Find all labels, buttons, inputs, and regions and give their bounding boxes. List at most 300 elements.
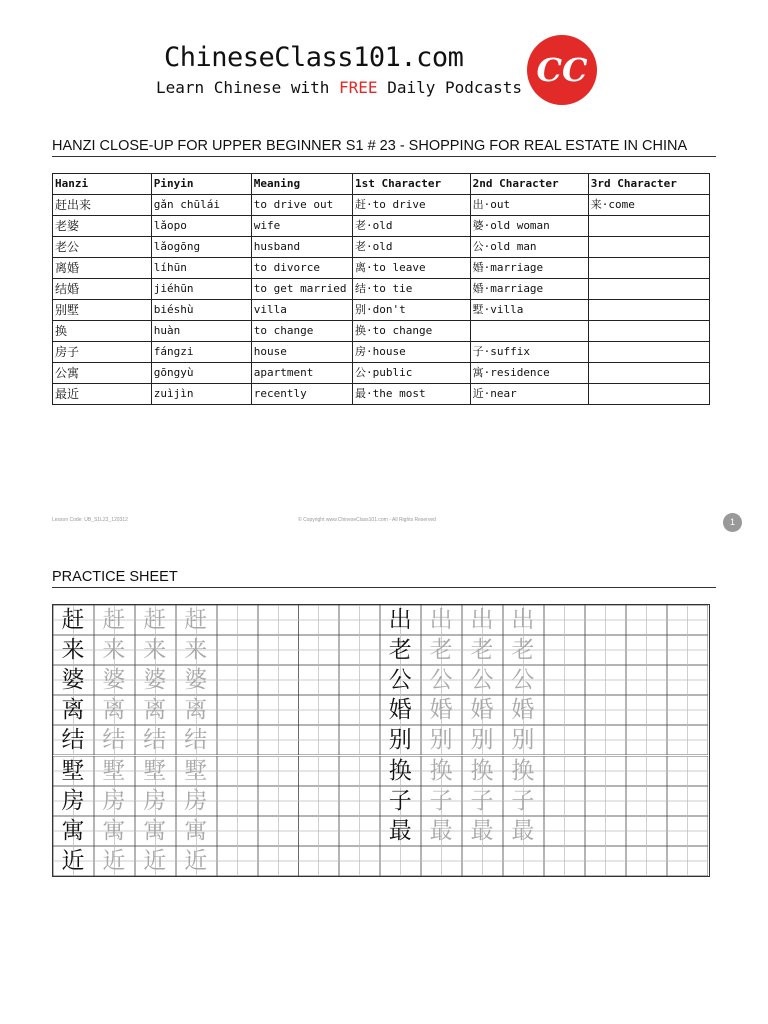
practice-cell[interactable] — [298, 756, 338, 786]
second-char-cell: 寓·residence — [470, 363, 588, 384]
model-character-cell[interactable] — [380, 816, 420, 846]
table-header-row — [53, 174, 710, 195]
column-header: Hanzi — [53, 174, 152, 195]
practice-character: 出 — [511, 607, 535, 633]
practice-cell[interactable] — [298, 605, 338, 635]
practice-cell[interactable] — [626, 816, 666, 846]
practice-cell[interactable] — [298, 816, 338, 846]
lesson-code: Lesson Code: UB_S1L23_120312 — [52, 517, 128, 523]
first-char-cell: 结·to tie — [353, 279, 471, 300]
practice-cell[interactable] — [339, 786, 379, 816]
tracing-character-cell[interactable] — [135, 665, 175, 695]
practice-character: 近 — [143, 847, 167, 874]
practice-character: 近 — [61, 847, 85, 874]
practice-cell[interactable] — [544, 725, 584, 755]
tracing-character-cell[interactable] — [135, 756, 175, 786]
practice-cell[interactable] — [258, 786, 298, 816]
practice-cell[interactable] — [544, 605, 584, 635]
tracing-character-cell[interactable] — [503, 725, 543, 755]
practice-character: 墅 — [184, 757, 208, 784]
practice-cell[interactable] — [544, 695, 584, 725]
practice-cell[interactable] — [339, 756, 379, 786]
tracing-character-cell[interactable] — [462, 665, 502, 695]
third-char-cell — [588, 258, 709, 279]
practice-character: 最 — [511, 817, 535, 844]
third-char-cell — [588, 300, 709, 321]
hanzi-cell: 结婚 — [53, 279, 152, 300]
practice-character: 子 — [511, 787, 535, 814]
hanzi-cell: 别墅 — [53, 300, 152, 321]
second-char-cell: 墅·villa — [470, 300, 588, 321]
practice-cell[interactable] — [626, 846, 666, 876]
practice-character: 婆 — [102, 667, 126, 694]
practice-cell[interactable] — [667, 635, 707, 665]
practice-cell[interactable] — [217, 695, 257, 725]
practice-cell[interactable] — [544, 665, 584, 695]
pinyin-cell: lǎogōng — [151, 237, 251, 258]
practice-cell[interactable] — [544, 756, 584, 786]
tracing-character-cell[interactable] — [503, 786, 543, 816]
practice-cell[interactable] — [298, 695, 338, 725]
tracing-character-cell[interactable] — [421, 635, 461, 665]
practice-character: 老 — [429, 637, 453, 664]
meaning-cell: to change — [251, 321, 352, 342]
practice-character: 来 — [102, 637, 126, 664]
practice-character: 公 — [470, 667, 494, 694]
practice-cell[interactable] — [217, 665, 257, 695]
practice-character: 墅 — [102, 757, 126, 784]
practice-cell[interactable] — [667, 846, 707, 876]
practice-character: 离 — [102, 697, 126, 724]
practice-cell[interactable] — [544, 635, 584, 665]
practice-character: 子 — [388, 787, 412, 814]
tracing-character-cell[interactable] — [503, 695, 543, 725]
practice-character: 出 — [470, 607, 494, 633]
practice-character: 近 — [102, 847, 126, 874]
practice-cell[interactable] — [258, 725, 298, 755]
practice-character: 离 — [184, 697, 208, 724]
practice-grid — [52, 604, 710, 877]
practice-cell[interactable] — [298, 725, 338, 755]
model-character-cell[interactable] — [380, 635, 420, 665]
hanzi-cell: 离婚 — [53, 258, 152, 279]
table-row — [53, 195, 710, 216]
second-char-cell: 公·old man — [470, 237, 588, 258]
practice-character: 来 — [184, 637, 208, 664]
meaning-cell: apartment — [251, 363, 352, 384]
tracing-character-cell[interactable] — [421, 695, 461, 725]
tracing-character-cell[interactable] — [135, 605, 175, 635]
practice-character: 婆 — [61, 667, 85, 694]
practice-cell[interactable] — [462, 846, 502, 876]
pinyin-cell: jiéhūn — [151, 279, 251, 300]
practice-cell[interactable] — [544, 816, 584, 846]
column-header: 2nd Character — [470, 174, 588, 195]
practice-cell[interactable] — [626, 605, 666, 635]
column-header: Pinyin — [151, 174, 251, 195]
model-character-cell[interactable] — [53, 605, 93, 635]
tracing-character-cell[interactable] — [462, 786, 502, 816]
practice-character: 老 — [388, 637, 412, 664]
tracing-character-cell[interactable] — [176, 695, 216, 725]
practice-character: 别 — [388, 727, 412, 754]
tracing-character-cell[interactable] — [135, 635, 175, 665]
table-row — [53, 300, 710, 321]
practice-cell[interactable] — [258, 605, 298, 635]
tracing-character-cell[interactable] — [94, 756, 134, 786]
first-char-cell: 最·the most — [353, 384, 471, 405]
model-character-cell[interactable] — [53, 756, 93, 786]
second-char-cell: 子·suffix — [470, 342, 588, 363]
practice-character: 寓 — [184, 817, 208, 844]
practice-cell[interactable] — [258, 695, 298, 725]
practice-cell[interactable] — [626, 695, 666, 725]
first-char-cell: 别·don't — [353, 300, 471, 321]
model-character-cell[interactable] — [53, 846, 93, 876]
model-character-cell[interactable] — [53, 816, 93, 846]
practice-cell[interactable] — [626, 725, 666, 755]
practice-character: 寓 — [143, 817, 167, 844]
practice-cell[interactable] — [585, 665, 625, 695]
practice-character: 结 — [61, 727, 85, 754]
tracing-character-cell[interactable] — [176, 786, 216, 816]
table-row — [53, 363, 710, 384]
practice-cell[interactable] — [667, 756, 707, 786]
tracing-character-cell[interactable] — [421, 816, 461, 846]
tracing-character-cell[interactable] — [503, 756, 543, 786]
site-header — [0, 38, 768, 108]
practice-cell[interactable] — [217, 635, 257, 665]
practice-cell[interactable] — [421, 846, 461, 876]
hanzi-cell: 房子 — [53, 342, 152, 363]
pinyin-cell: líhūn — [151, 258, 251, 279]
practice-cell[interactable] — [585, 756, 625, 786]
practice-character: 婚 — [511, 697, 535, 724]
pinyin-cell: gōngyù — [151, 363, 251, 384]
first-char-cell: 房·house — [353, 342, 471, 363]
meaning-cell: recently — [251, 384, 352, 405]
practice-cell[interactable] — [585, 846, 625, 876]
practice-cell[interactable] — [258, 756, 298, 786]
tracing-character-cell[interactable] — [421, 786, 461, 816]
third-char-cell — [588, 237, 709, 258]
hanzi-cell: 公寓 — [53, 363, 152, 384]
tracing-character-cell[interactable] — [462, 605, 502, 635]
practice-character: 老 — [511, 637, 535, 664]
practice-cell[interactable] — [258, 635, 298, 665]
page-number-badge: 1 — [723, 513, 742, 532]
practice-cell[interactable] — [298, 786, 338, 816]
third-char-cell — [588, 216, 709, 237]
practice-character: 最 — [429, 817, 453, 844]
tracing-character-cell[interactable] — [176, 816, 216, 846]
practice-character: 婆 — [143, 667, 167, 694]
practice-cell[interactable] — [258, 846, 298, 876]
tagline-free: FREE — [339, 78, 378, 97]
third-char-cell — [588, 321, 709, 342]
hanzi-cell: 换 — [53, 321, 152, 342]
table-row — [53, 342, 710, 363]
tracing-character-cell[interactable] — [94, 665, 134, 695]
hanzi-cell: 老公 — [53, 237, 152, 258]
second-char-cell: 婆·old woman — [470, 216, 588, 237]
first-char-cell: 老·old — [353, 216, 471, 237]
practice-cell[interactable] — [626, 756, 666, 786]
tracing-character-cell[interactable] — [135, 725, 175, 755]
practice-character: 房 — [61, 787, 85, 814]
brand-name[interactable]: ChineseClass101.com — [164, 42, 464, 73]
tracing-character-cell[interactable] — [135, 816, 175, 846]
practice-cell[interactable] — [217, 816, 257, 846]
tracing-character-cell[interactable] — [94, 695, 134, 725]
practice-character: 别 — [511, 727, 535, 754]
practice-cell[interactable] — [667, 816, 707, 846]
practice-character: 婚 — [388, 697, 412, 724]
practice-character: 出 — [388, 607, 412, 633]
pinyin-cell: biéshù — [151, 300, 251, 321]
tracing-character-cell[interactable] — [503, 635, 543, 665]
practice-cell[interactable] — [298, 665, 338, 695]
model-character-cell[interactable] — [380, 786, 420, 816]
practice-cell[interactable] — [298, 846, 338, 876]
table-row — [53, 279, 710, 300]
model-character-cell[interactable] — [53, 695, 93, 725]
practice-cell[interactable] — [503, 846, 543, 876]
tracing-character-cell[interactable] — [176, 846, 216, 876]
model-character-cell[interactable] — [53, 635, 93, 665]
practice-character: 换 — [511, 757, 535, 784]
practice-character: 公 — [388, 667, 412, 694]
practice-character: 结 — [143, 727, 167, 754]
practice-cell[interactable] — [298, 635, 338, 665]
model-character-cell[interactable] — [380, 695, 420, 725]
model-character-cell[interactable] — [380, 725, 420, 755]
model-character-cell[interactable] — [53, 665, 93, 695]
tracing-character-cell[interactable] — [176, 665, 216, 695]
first-char-cell: 老·old — [353, 237, 471, 258]
practice-character: 结 — [184, 727, 208, 754]
meaning-cell: wife — [251, 216, 352, 237]
meaning-cell: to divorce — [251, 258, 352, 279]
practice-character: 婚 — [429, 697, 453, 724]
practice-cell[interactable] — [667, 665, 707, 695]
tracing-character-cell[interactable] — [135, 846, 175, 876]
practice-character: 老 — [470, 637, 494, 664]
column-header: 1st Character — [353, 174, 471, 195]
practice-character: 别 — [429, 727, 453, 754]
hanzi-cell: 最近 — [53, 384, 152, 405]
pinyin-cell: huàn — [151, 321, 251, 342]
practice-character: 墅 — [61, 757, 85, 784]
meaning-cell: to drive out — [251, 195, 352, 216]
tracing-character-cell[interactable] — [94, 816, 134, 846]
third-char-cell — [588, 279, 709, 300]
practice-character: 婚 — [470, 697, 494, 724]
tracing-character-cell[interactable] — [421, 725, 461, 755]
meaning-cell: husband — [251, 237, 352, 258]
document-title: HANZI CLOSE-UP FOR UPPER BEGINNER S1 # 23 - SHOPPING FOR REAL ESTATE IN CHINA — [52, 138, 716, 157]
practice-character: 公 — [511, 667, 535, 694]
column-header: Meaning — [251, 174, 352, 195]
tracing-character-cell[interactable] — [94, 605, 134, 635]
hanzi-cell: 老婆 — [53, 216, 152, 237]
tracing-character-cell[interactable] — [462, 695, 502, 725]
practice-character: 赶 — [143, 607, 167, 633]
pinyin-cell: zuìjìn — [151, 384, 251, 405]
tracing-character-cell[interactable] — [462, 816, 502, 846]
practice-cell[interactable] — [339, 725, 379, 755]
vocabulary-table — [52, 173, 710, 405]
tracing-character-cell[interactable] — [176, 635, 216, 665]
practice-cell[interactable] — [217, 846, 257, 876]
practice-character: 房 — [184, 787, 208, 814]
practice-cell[interactable] — [667, 605, 707, 635]
tracing-character-cell[interactable] — [94, 725, 134, 755]
practice-character: 赶 — [102, 607, 126, 633]
practice-cell[interactable] — [585, 635, 625, 665]
tracing-character-cell[interactable] — [503, 665, 543, 695]
second-char-cell: 婚·marriage — [470, 279, 588, 300]
model-character-cell[interactable] — [380, 756, 420, 786]
practice-character: 赶 — [184, 607, 208, 633]
tracing-character-cell[interactable] — [421, 665, 461, 695]
practice-character: 出 — [429, 607, 453, 633]
practice-cell[interactable] — [667, 786, 707, 816]
practice-cell[interactable] — [217, 756, 257, 786]
table-row — [53, 258, 710, 279]
tracing-character-cell[interactable] — [421, 756, 461, 786]
second-char-cell — [470, 321, 588, 342]
practice-cell[interactable] — [585, 786, 625, 816]
practice-character: 别 — [470, 727, 494, 754]
practice-cell[interactable] — [339, 816, 379, 846]
practice-character: 换 — [429, 757, 453, 784]
pinyin-cell: fángzi — [151, 342, 251, 363]
practice-cell[interactable] — [585, 725, 625, 755]
practice-cell[interactable] — [585, 816, 625, 846]
second-char-cell: 近·near — [470, 384, 588, 405]
practice-cell[interactable] — [258, 665, 298, 695]
practice-cell[interactable] — [339, 605, 379, 635]
table-body — [53, 195, 710, 405]
practice-cell[interactable] — [217, 725, 257, 755]
practice-cell[interactable] — [585, 605, 625, 635]
practice-character: 赶 — [61, 607, 85, 633]
practice-cell[interactable] — [667, 695, 707, 725]
tracing-character-cell[interactable] — [176, 605, 216, 635]
practice-character: 来 — [143, 637, 167, 664]
practice-cell[interactable] — [585, 695, 625, 725]
model-character-cell[interactable] — [380, 605, 420, 635]
tracing-character-cell[interactable] — [503, 816, 543, 846]
practice-cell[interactable] — [626, 786, 666, 816]
practice-cell[interactable] — [217, 786, 257, 816]
pinyin-cell: lǎopo — [151, 216, 251, 237]
model-character-cell[interactable] — [380, 665, 420, 695]
practice-cell[interactable] — [667, 725, 707, 755]
pinyin-cell: gǎn chūlái — [151, 195, 251, 216]
practice-character: 婆 — [184, 667, 208, 694]
first-char-cell: 换·to change — [353, 321, 471, 342]
practice-character: 换 — [470, 757, 494, 784]
practice-character: 房 — [102, 787, 126, 814]
practice-character: 来 — [61, 637, 85, 664]
tracing-character-cell[interactable] — [462, 725, 502, 755]
second-char-cell: 婚·marriage — [470, 258, 588, 279]
tracing-character-cell[interactable] — [176, 756, 216, 786]
chineseclass101-logo-icon[interactable] — [526, 34, 598, 106]
tracing-character-cell[interactable] — [462, 756, 502, 786]
table-row — [53, 321, 710, 342]
practice-cell[interactable] — [339, 695, 379, 725]
table-row — [53, 237, 710, 258]
practice-character: 最 — [470, 817, 494, 844]
practice-cell[interactable] — [339, 635, 379, 665]
logo-text: CC — [536, 51, 588, 89]
model-character-cell[interactable] — [53, 786, 93, 816]
third-char-cell: 来·come — [588, 195, 709, 216]
hanzi-cell: 赶出来 — [53, 195, 152, 216]
tracing-character-cell[interactable] — [94, 846, 134, 876]
practice-character: 房 — [143, 787, 167, 814]
practice-character: 子 — [429, 787, 453, 814]
tracing-character-cell[interactable] — [462, 635, 502, 665]
practice-character: 离 — [61, 697, 85, 724]
practice-character: 近 — [184, 847, 208, 874]
third-char-cell — [588, 363, 709, 384]
practice-character: 结 — [102, 727, 126, 754]
practice-cell[interactable] — [339, 846, 379, 876]
practice-cell[interactable] — [380, 846, 420, 876]
tracing-character-cell[interactable] — [94, 786, 134, 816]
practice-cell[interactable] — [544, 786, 584, 816]
practice-character: 墅 — [143, 757, 167, 784]
practice-character: 寓 — [102, 817, 126, 844]
practice-cell[interactable] — [217, 605, 257, 635]
practice-cell[interactable] — [626, 635, 666, 665]
practice-cell[interactable] — [339, 665, 379, 695]
tracing-character-cell[interactable] — [135, 786, 175, 816]
tracing-character-cell[interactable] — [176, 725, 216, 755]
practice-cell[interactable] — [258, 816, 298, 846]
tracing-character-cell[interactable] — [94, 635, 134, 665]
third-char-cell — [588, 384, 709, 405]
second-char-cell: 出·out — [470, 195, 588, 216]
meaning-cell: to get married — [251, 279, 352, 300]
tagline-suffix: Daily Podcasts — [377, 78, 523, 97]
table-row — [53, 384, 710, 405]
tracing-character-cell[interactable] — [503, 605, 543, 635]
meaning-cell: villa — [251, 300, 352, 321]
practice-character: 子 — [470, 787, 494, 814]
tracing-character-cell[interactable] — [135, 695, 175, 725]
model-character-cell[interactable] — [53, 725, 93, 755]
first-char-cell: 赶·to drive — [353, 195, 471, 216]
practice-character: 公 — [429, 667, 453, 694]
meaning-cell: house — [251, 342, 352, 363]
practice-cell[interactable] — [544, 846, 584, 876]
first-char-cell: 公·public — [353, 363, 471, 384]
practice-character: 寓 — [61, 817, 85, 844]
tracing-character-cell[interactable] — [421, 605, 461, 635]
practice-character: 最 — [388, 817, 412, 844]
first-char-cell: 离·to leave — [353, 258, 471, 279]
practice-sheet-title: PRACTICE SHEET — [52, 569, 716, 588]
practice-character: 换 — [388, 757, 412, 784]
practice-cell[interactable] — [626, 665, 666, 695]
column-header: 3rd Character — [588, 174, 709, 195]
practice-character: 离 — [143, 697, 167, 724]
